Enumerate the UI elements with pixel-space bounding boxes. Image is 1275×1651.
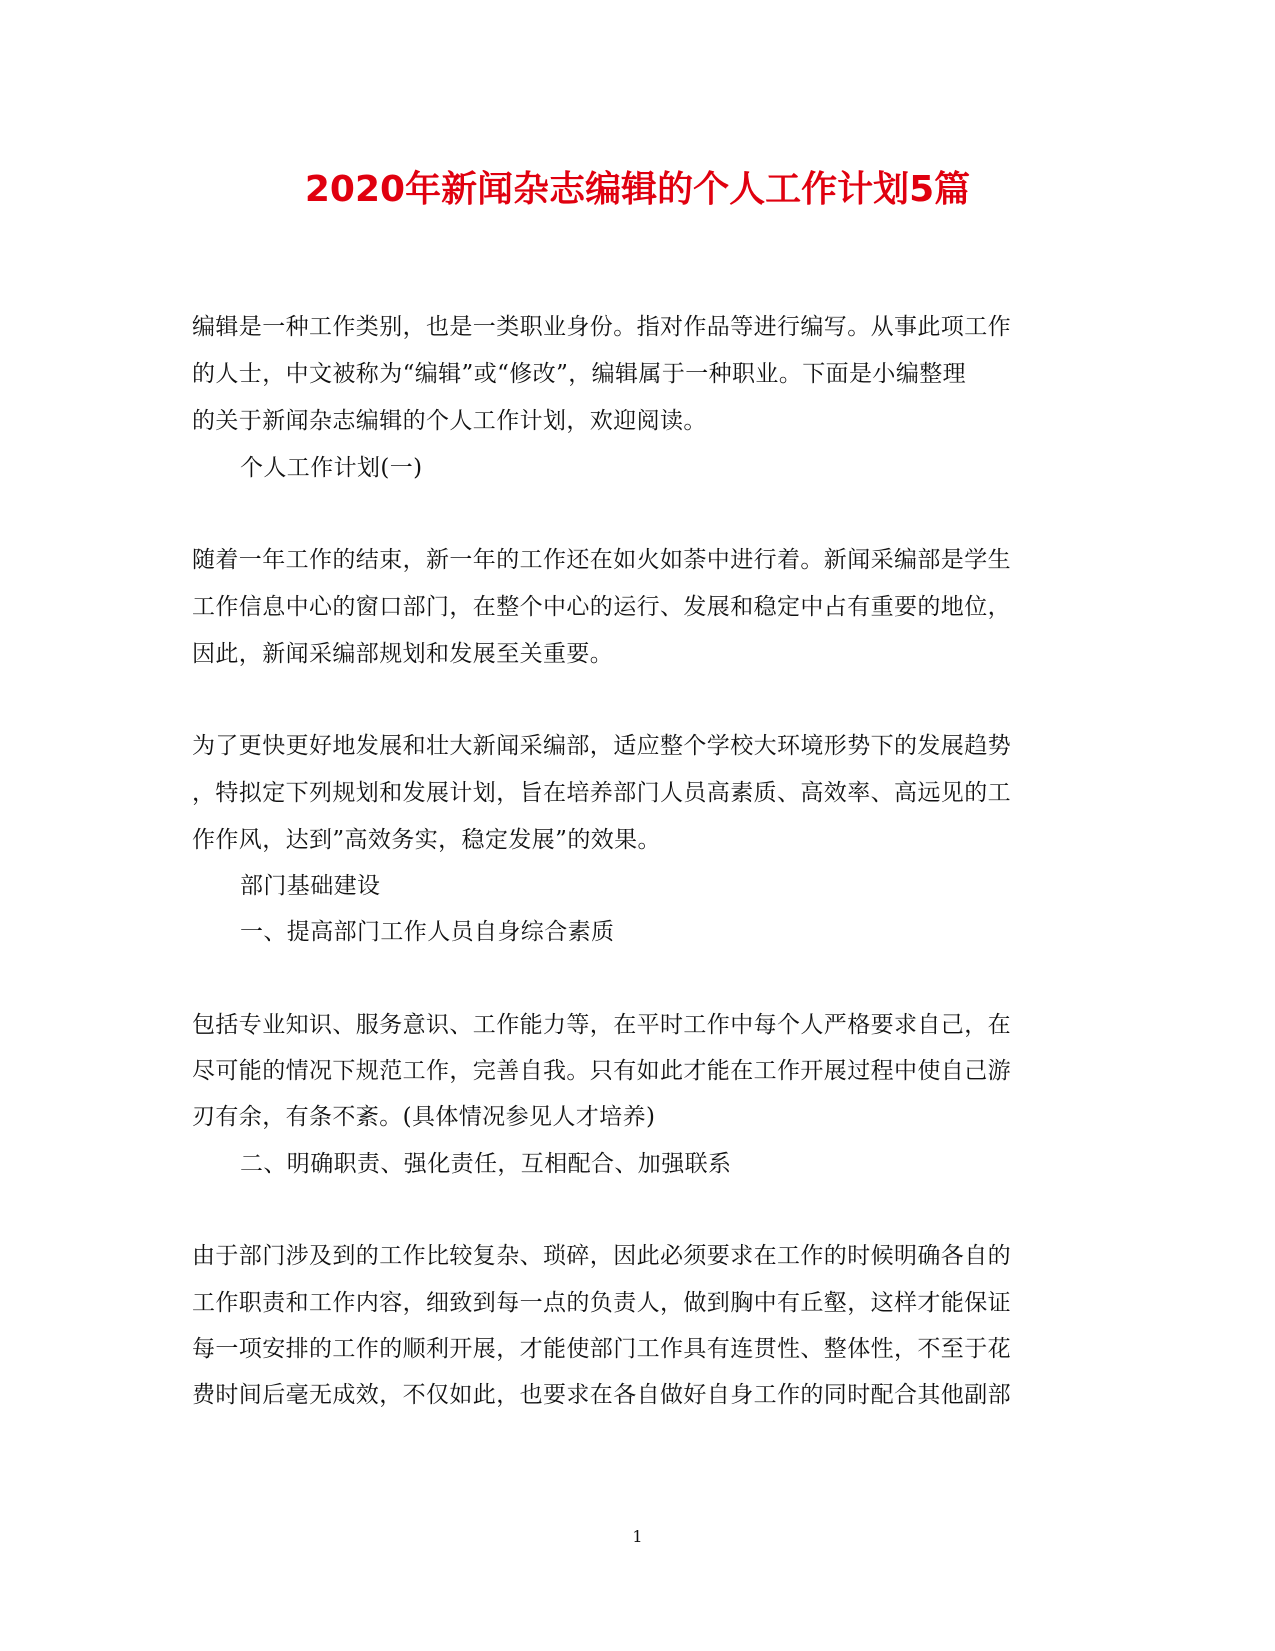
body-line: 的人士，中文被称为“编辑”或“修改”，编辑属于一种职业。下面是小编整理 bbox=[192, 361, 967, 387]
section-heading: 个人工作计划(一) bbox=[240, 455, 423, 481]
body-line: 随着一年工作的结束，新一年的工作还在如火如荼中进行着。新闻采编部是学生 bbox=[192, 547, 1011, 573]
body-line: 工作职责和工作内容，细致到每一点的负责人，做到胸中有丘壑，这样才能保证 bbox=[192, 1290, 1011, 1316]
body-line: 由于部门涉及到的工作比较复杂、琐碎，因此必须要求在工作的时候明确各自的 bbox=[192, 1243, 1011, 1269]
body-line: 为了更快更好地发展和壮大新闻采编部，适应整个学校大环境形势下的发展趋势 bbox=[192, 733, 1011, 759]
body-line: 的关于新闻杂志编辑的个人工作计划，欢迎阅读。 bbox=[192, 408, 707, 434]
body-line: 刃有余，有条不紊。(具体情况参见人才培养) bbox=[192, 1104, 656, 1130]
section-heading: 部门基础建设 bbox=[240, 873, 381, 899]
body-line: 编辑是一种工作类别，也是一类职业身份。指对作品等进行编写。从事此项工作 bbox=[192, 314, 1011, 340]
body-line: 工作信息中心的窗口部门，在整个中心的运行、发展和稳定中占有重要的地位， bbox=[192, 594, 1011, 620]
body-line: ，特拟定下列规划和发展计划，旨在培养部门人员高素质、高效率、高远见的工 bbox=[192, 780, 1011, 806]
section-heading: 一、提高部门工作人员自身综合素质 bbox=[240, 919, 615, 945]
body-line: 费时间后毫无成效，不仅如此，也要求在各自做好自身工作的同时配合其他副部 bbox=[192, 1382, 1011, 1408]
body-line: 每一项安排的工作的顺利开展，才能使部门工作具有连贯性、整体性，不至于花 bbox=[192, 1336, 1011, 1362]
section-heading: 二、明确职责、强化责任，互相配合、加强联系 bbox=[240, 1151, 732, 1177]
document-title: 2020年新闻杂志编辑的个人工作计划5篇 bbox=[304, 169, 971, 210]
body-line: 作作风，达到”高效务实，稳定发展”的效果。 bbox=[192, 827, 661, 853]
body-line: 包括专业知识、服务意识、工作能力等，在平时工作中每个人严格要求自己，在 bbox=[192, 1012, 1011, 1038]
body-line: 因此，新闻采编部规划和发展至关重要。 bbox=[192, 641, 614, 667]
body-line: 尽可能的情况下规范工作，完善自我。只有如此才能在工作开展过程中使自己游 bbox=[192, 1058, 1011, 1084]
page-number: 1 bbox=[632, 1527, 643, 1546]
